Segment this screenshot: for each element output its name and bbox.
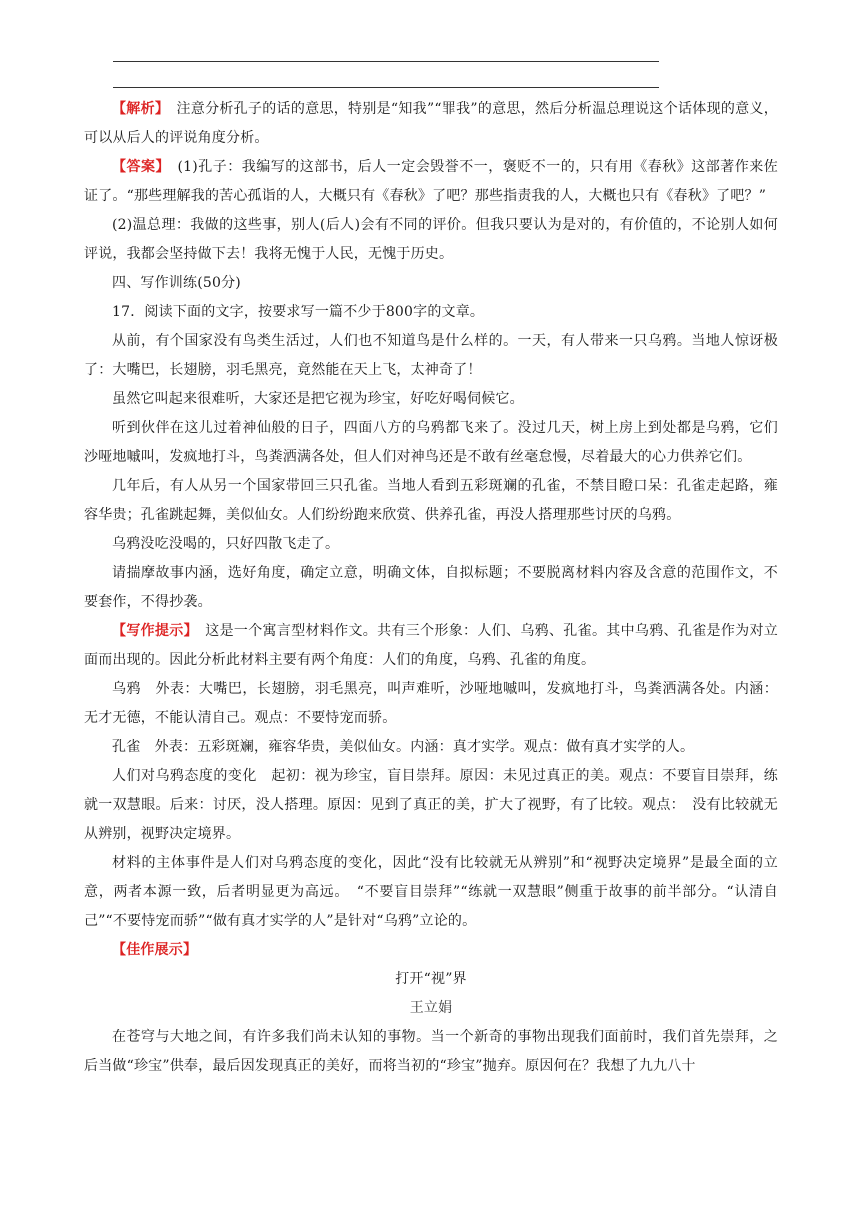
analysis-peacock: 孔雀 外表：五彩斑斓，雍容华贵，美似仙女。内涵：真才实学。观点：做有真才实学的人。 <box>112 739 695 755</box>
story-paragraph: 乌鸦没吃没喝的，只好四散飞走了。 <box>112 536 340 552</box>
writing-tips-label: 【写作提示】 <box>112 623 191 639</box>
sample-essay-heading <box>84 936 778 965</box>
answer-text: (1)孔子：我编写的这部书，后人一定会毁誉不一，褒贬不一的，只有用《春秋》这部著作来佐证了。“那些理解我的苦心孤诣的人，大概只有《春秋》了吧？那些指责我的人，大概也只有《春秋》了吧？” <box>84 159 778 204</box>
writing-tips-text: 这是一个寓言型材料作文。共有三个形象：人们、乌鸦、孔雀。其中乌鸦、孔雀是作为对立面而出现的。因此分析此材料主要有两个角度：人们的角度，乌鸦、孔雀的角度。 <box>84 623 778 668</box>
section-heading-writing: 四、写作训练(50分) <box>112 275 241 291</box>
writing-tips-paragraph <box>84 617 778 675</box>
analysis-label: 【解析】 <box>112 101 163 117</box>
analysis-crow: 乌鸦 外表：大嘴巴，长翅膀，羽毛黑亮，叫声难听，沙哑地嘁叫，发疯地打斗，鸟粪洒满各处。内涵：无才无德，不能认清自己。观点：不要恃宠而骄。 <box>84 681 778 726</box>
sample-essay-label: 【佳作展示】 <box>112 942 198 958</box>
answer-label: 【答案】 <box>112 159 164 175</box>
essay-author: 王立娟 <box>409 1000 453 1016</box>
answer-paragraph <box>84 153 778 211</box>
analysis-people: 人们对乌鸦态度的变化 起初：视为珍宝，盲目崇拜。原因：未见过真正的美。观点：不要盲目崇拜，练就一双慧眼。后来：讨厌，没人搭理。原因：见到了真正的美，扩大了视野，有了比较。观点： 没有比较就无从辨别，视野决定境界。 <box>84 768 778 842</box>
question-17: 17．阅读下面的文字，按要求写一篇不少于800字的文章。 <box>112 304 485 320</box>
analysis-paragraph <box>84 95 778 153</box>
blank-answer-line-1 <box>113 61 659 62</box>
writing-requirements: 请揣摩故事内涵，选好角度，确定立意，明确文体，自拟标题；不要脱离材料内容及含意的范围作文，不要套作，不得抄袭。 <box>84 565 778 610</box>
story-paragraph: 听到伙伴在这儿过着神仙般的日子，四面八方的乌鸦都飞来了。没过几天，树上房上到处都是乌鸦，它们沙哑地嘁叫，发疯地打斗，鸟粪洒满各处，但人们对神鸟还是不敢有丝毫怠慢，尽着最大的心力供养它们。 <box>84 420 778 465</box>
document-body <box>84 95 778 1081</box>
essay-paragraph: 在苍穹与大地之间，有许多我们尚未认知的事物。当一个新奇的事物出现我们面前时，我们首先崇拜，之后当做“珍宝”供奉，最后因发现真正的美好，而将当初的“珍宝”抛弃。原因何在？我想了九九八十 <box>84 1029 778 1074</box>
story-paragraph: 虽然它叫起来很难听，大家还是把它视为珍宝，好吃好喝伺候它。 <box>112 391 524 407</box>
blank-answer-line-2 <box>113 87 659 88</box>
analysis-text: 注意分析孔子的话的意思，特别是“知我”“罪我”的意思，然后分析温总理说这个话体现的意义，可以从后人的评说角度分析。 <box>84 101 778 146</box>
answer-paragraph-2: (2)温总理：我做的这些事，别人(后人)会有不同的评价。但我只要认为是对的，有价值的，不论别人如何评说，我都会坚持做下去！我将无愧于人民，无愧于历史。 <box>84 217 778 262</box>
story-paragraph: 几年后，有人从另一个国家带回三只孔雀。当地人看到五彩斑斓的孔雀，不禁目瞪口呆：孔雀走起路，雍容华贵；孔雀跳起舞，美似仙女。人们纷纷跑来欣赏、供养孔雀，再没人搭理那些讨厌的乌鸦。 <box>84 478 778 523</box>
essay-title: 打开“视”界 <box>395 971 467 987</box>
story-paragraph: 从前，有个国家没有鸟类生活过，人们也不知道鸟是什么样的。一天，有人带来一只乌鸦。当地人惊讶极了：大嘴巴，长翅膀，羽毛黑亮，竟然能在天上飞，太神奇了！ <box>84 333 778 378</box>
analysis-summary: 材料的主体事件是人们对乌鸦态度的变化，因此“没有比较就无从辨别”和“视野决定境界”是最全面的立意，两者本源一致，后者明显更为高远。 “不要盲目崇拜”“练就一双慧眼”侧重于故事的前半部分。“认清自己”“不要恃宠而骄”“做有真才实学的人”是针对“乌鸦”立论的。 <box>84 855 778 929</box>
